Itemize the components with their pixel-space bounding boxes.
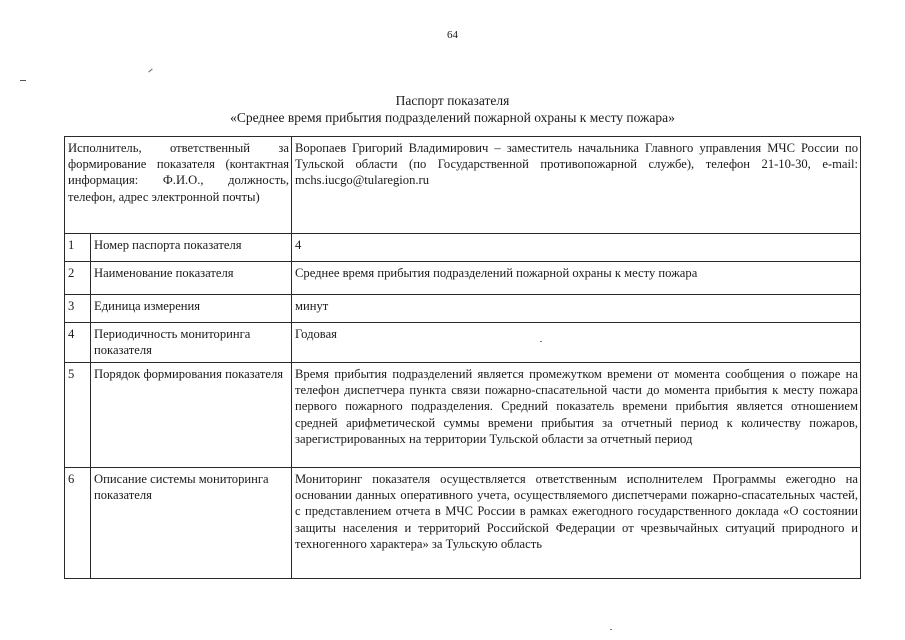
row-label: Порядок формирования показателя (91, 363, 292, 468)
row-number: 2 (65, 262, 91, 295)
row-number: 4 (65, 323, 91, 363)
page-number: 64 (447, 29, 458, 41)
table-row (65, 363, 861, 468)
row-number: 6 (65, 468, 91, 579)
document-title (0, 92, 905, 126)
row-value: Среднее время прибытия подразделений пожарной охраны к месту пожара (292, 262, 861, 295)
scan-speck (610, 629, 612, 630)
row-number: 5 (65, 363, 91, 468)
row-number: 3 (65, 295, 91, 323)
table-row (65, 262, 861, 295)
passport-table (64, 136, 861, 579)
table-row-executor (65, 137, 861, 234)
table-row (65, 468, 861, 579)
row-label: Описание системы мониторинга показателя (91, 468, 292, 579)
scan-mark-dash (20, 80, 26, 81)
row-label: Периодичность мониторинга показателя (91, 323, 292, 363)
executor-value: Воропаев Григорий Владимирович – заместитель начальника Главного управления МЧС России по Тульской области (по Государственной противопожарной службе), телефон 21-10-30, e-mail: mchs.iucgo@tularegion.ru (292, 137, 861, 234)
row-value: минут (292, 295, 861, 323)
title-line-1: Паспорт показателя (395, 93, 510, 108)
table-row (65, 295, 861, 323)
executor-label: Исполнитель, ответственный за формирование показателя (контактная информация: Ф.И.О., должность, телефон, адрес электронной почты) (65, 137, 292, 234)
scan-speck (540, 341, 542, 342)
scan-mark-tick (148, 69, 152, 73)
title-line-2: «Среднее время прибытия подразделений пожарной охраны к месту пожара» (230, 110, 675, 125)
row-value: Мониторинг показателя осуществляется ответственным исполнителем Программы ежегодно на основании данных оперативного учета, осуществляемого диспетчерами пожарно-спасательных частей, с представлением отчета в МЧС России в рамках ежегодного государственного доклада «О состоянии защиты населения и территорий Российской Федерации от чрезвычайных ситуаций природного и техногенного характера» за Тульскую область (292, 468, 861, 579)
row-value: Время прибытия подразделений является промежутком времени от момента сообщения о пожаре на телефон диспетчера пункта связи пожарно-спасательной части до момента прибытия к месту пожара первого пожарного подразделения. Средний показатель времени прибытия является отношением средней арифметической суммы времени прибытия за отчетный период к количеству пожаров, зарегистрированных на территории Тульской области за отчетный период (292, 363, 861, 468)
row-label: Единица измерения (91, 295, 292, 323)
row-value: Годовая (292, 323, 861, 363)
row-label: Наименование показателя (91, 262, 292, 295)
row-label: Номер паспорта показателя (91, 234, 292, 262)
row-number: 1 (65, 234, 91, 262)
table-row (65, 234, 861, 262)
row-value: 4 (292, 234, 861, 262)
table-row (65, 323, 861, 363)
